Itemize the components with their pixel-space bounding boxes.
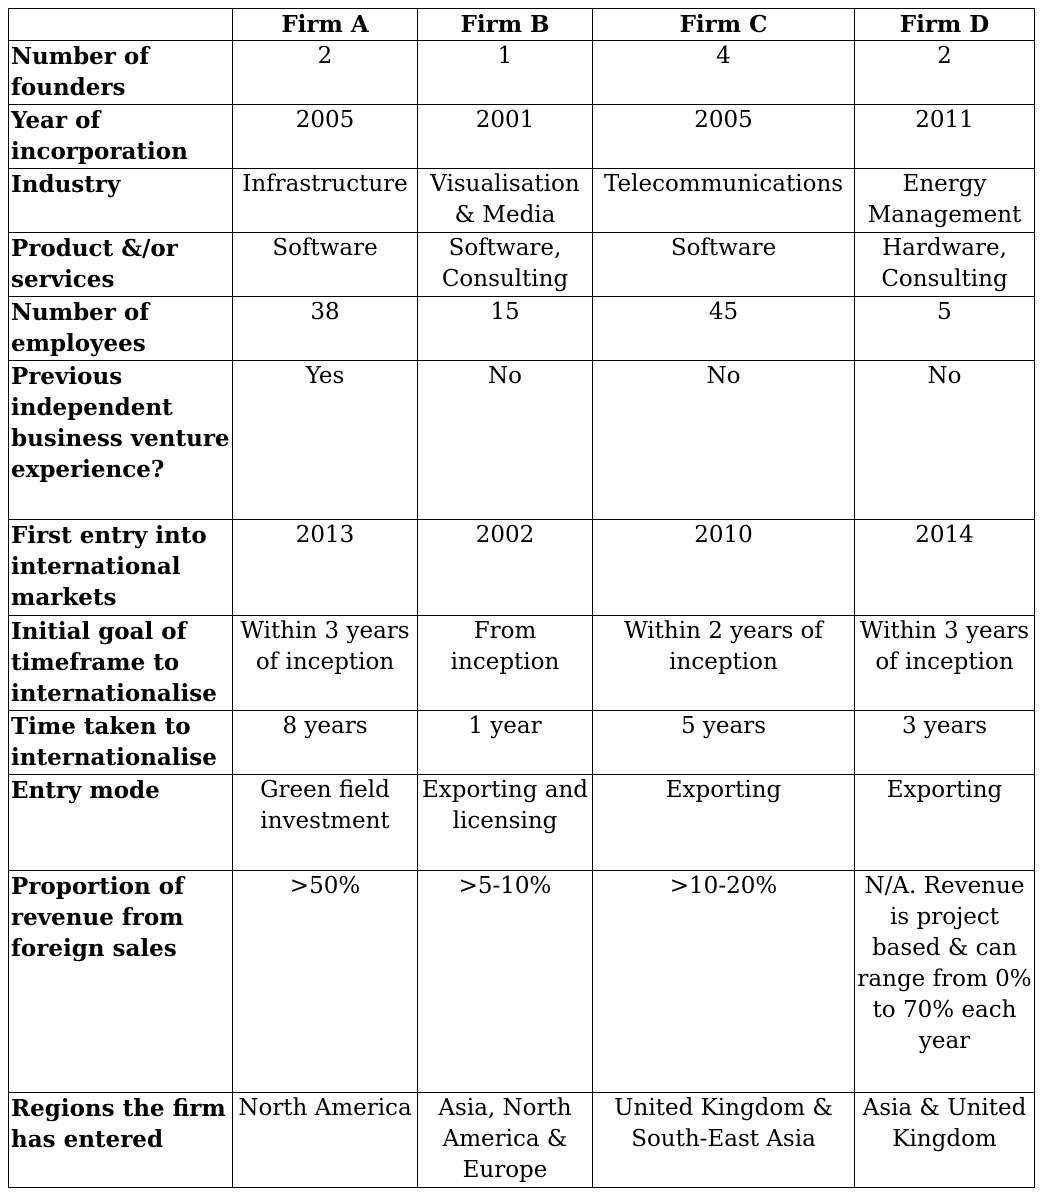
row-label: Time taken to internationalise (9, 711, 233, 775)
table-row (9, 105, 1035, 169)
table-cell: Software, Consulting (418, 233, 593, 297)
table-cell: 45 (593, 297, 855, 361)
row-label: Year of incorporation (9, 105, 233, 169)
row-label: Product &/or services (9, 233, 233, 297)
table-row (9, 297, 1035, 361)
row-label: Initial goal of timeframe to internationalise (9, 616, 233, 711)
header-firm-d: Firm D (855, 9, 1035, 41)
table-cell: Green field investment (233, 775, 418, 871)
table-row (9, 233, 1035, 297)
table-cell: Asia, North America & Europe (418, 1093, 593, 1188)
table-cell: 2014 (855, 520, 1035, 616)
table-cell: No (855, 361, 1035, 520)
table-cell: From inception (418, 616, 593, 711)
table-cell: Exporting (855, 775, 1035, 871)
table-cell: Software (233, 233, 418, 297)
row-label: Entry mode (9, 775, 233, 871)
table-cell: 1 year (418, 711, 593, 775)
table-cell: 8 years (233, 711, 418, 775)
table-cell: >10-20% (593, 871, 855, 1093)
table-cell: Infrastructure (233, 169, 418, 233)
table-cell: 2 (855, 41, 1035, 105)
header-firm-a: Firm A (233, 9, 418, 41)
table-cell: Exporting (593, 775, 855, 871)
table-cell: Hardware, Consulting (855, 233, 1035, 297)
table-cell: No (593, 361, 855, 520)
table-cell: Software (593, 233, 855, 297)
row-label: Previous independent business venture experience? (9, 361, 233, 520)
table-cell: Within 2 years of inception (593, 616, 855, 711)
table-cell: >5-10% (418, 871, 593, 1093)
table-cell: 2011 (855, 105, 1035, 169)
table-cell: 3 years (855, 711, 1035, 775)
row-label: Regions the firm has entered (9, 1093, 233, 1188)
row-label: Number of founders (9, 41, 233, 105)
table-cell: North America (233, 1093, 418, 1188)
row-label: Number of employees (9, 297, 233, 361)
table-cell: 1 (418, 41, 593, 105)
table-row (9, 169, 1035, 233)
table-row (9, 871, 1035, 1093)
table-cell: Yes (233, 361, 418, 520)
table-row (9, 520, 1035, 616)
table-cell: No (418, 361, 593, 520)
table-cell: Within 3 years of inception (855, 616, 1035, 711)
table-row (9, 361, 1035, 520)
table-cell: Within 3 years of inception (233, 616, 418, 711)
table-cell: Exporting and licensing (418, 775, 593, 871)
header-corner-cell (9, 9, 233, 41)
table-cell: 5 (855, 297, 1035, 361)
table-cell: N/A. Revenue is project based & can range from 0% to 70% each year (855, 871, 1035, 1093)
table-cell: 15 (418, 297, 593, 361)
table-cell: 2005 (593, 105, 855, 169)
table-cell: United Kingdom & South-East Asia (593, 1093, 855, 1188)
table-row (9, 711, 1035, 775)
row-label: Proportion of revenue from foreign sales (9, 871, 233, 1093)
table-cell: 38 (233, 297, 418, 361)
table-cell: 2001 (418, 105, 593, 169)
table-cell: Visualisation & Media (418, 169, 593, 233)
table-cell: 2002 (418, 520, 593, 616)
header-firm-c: Firm C (593, 9, 855, 41)
table-cell: 2010 (593, 520, 855, 616)
table-cell: 2 (233, 41, 418, 105)
table-cell: 4 (593, 41, 855, 105)
table-cell: 2013 (233, 520, 418, 616)
row-label: Industry (9, 169, 233, 233)
header-row (9, 9, 1035, 41)
table-row (9, 41, 1035, 105)
firm-comparison-table (8, 8, 1035, 1188)
row-label: First entry into international markets (9, 520, 233, 616)
header-firm-b: Firm B (418, 9, 593, 41)
table-cell: Asia & United Kingdom (855, 1093, 1035, 1188)
table-row (9, 1093, 1035, 1188)
table-cell: 2005 (233, 105, 418, 169)
table-cell: >50% (233, 871, 418, 1093)
table-cell: 5 years (593, 711, 855, 775)
table-cell: Energy Management (855, 169, 1035, 233)
table-row (9, 616, 1035, 711)
table-row (9, 775, 1035, 871)
table-cell: Telecommunications (593, 169, 855, 233)
